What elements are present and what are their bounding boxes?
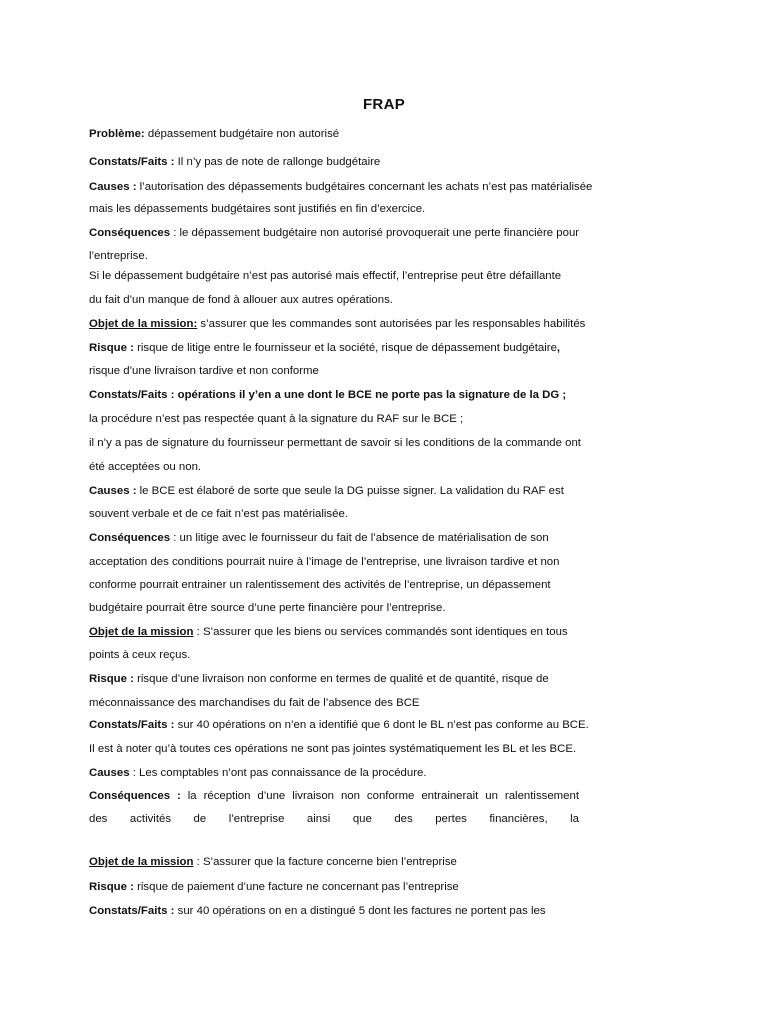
text-run: Il n’y pas de note de rallonge budgétaire <box>174 156 381 168</box>
field-label: Risque : <box>89 673 134 685</box>
text-line <box>89 601 689 615</box>
text-line <box>89 388 689 402</box>
text-run: été acceptées ou non. <box>89 461 202 473</box>
text-run: conforme pourrait entrainer un ralentissement des activités de l’entreprise, un dépassement <box>89 579 551 591</box>
text-line <box>89 555 689 569</box>
text-line <box>89 789 579 803</box>
text-line <box>89 364 689 378</box>
text-run: risque de litige entre le fournisseur et la société, risque de dépassement budgétaire <box>133 342 557 354</box>
text-run: souvent verbale et de ce fait n’est pas matérialisée. <box>89 508 348 520</box>
field-label: Conséquences <box>89 532 171 544</box>
field-label: Constats/Faits : <box>89 719 175 731</box>
section-heading: Objet de la mission: <box>89 318 198 330</box>
text-line <box>89 812 579 826</box>
field-label: Conséquences <box>89 227 171 239</box>
text-run: dépassement budgétaire non autorisé <box>144 128 340 140</box>
text-line <box>89 648 689 662</box>
text-line <box>89 507 689 521</box>
text-line <box>89 180 689 194</box>
text-run: l’entreprise. <box>89 250 148 262</box>
text-line <box>89 718 689 732</box>
text-line <box>89 317 689 331</box>
text-line <box>89 742 689 756</box>
text-run: la réception d’une livraison non conforme entrainerait un ralentissement <box>180 790 579 802</box>
text-run: s’assurer que les commandes sont autorisées par les responsables habilités <box>197 318 586 330</box>
text-line <box>89 625 689 639</box>
text-run: le BCE est élaboré de sorte que seule la DG puisse signer. La validation du RAF est <box>136 485 564 497</box>
text-run: du fait d’un manque de fond à allouer aux autres opérations. <box>89 294 393 306</box>
field-label: Constats/Faits : <box>89 905 175 917</box>
text-line <box>89 531 689 545</box>
text-run: budgétaire pourrait être source d’une perte financière pour l’entreprise. <box>89 602 446 614</box>
field-label: Risque : <box>89 881 134 893</box>
text-run: risque d’une livraison tardive et non conforme <box>89 365 319 377</box>
text-run: la procédure n’est pas respectée quant à la signature du RAF sur le BCE ; <box>89 413 464 425</box>
text-run: méconnaissance des marchandises du fait de l’absence des BCE <box>89 697 420 709</box>
field-label: Risque : <box>89 342 134 354</box>
field-label: Causes : <box>89 485 137 497</box>
text-run: risque d’une livraison non conforme en termes de qualité et de quantité, risque de <box>133 673 549 685</box>
text-line <box>89 269 689 283</box>
text-run: sur 40 opérations on n’en a identifié que 6 dont le BL n’est pas conforme au BCE. <box>174 719 589 731</box>
text-line <box>89 578 689 592</box>
text-run: mais les dépassements budgétaires sont justifiés en fin d’exercice. <box>89 203 426 215</box>
text-line <box>89 484 689 498</box>
text-run: acceptation des conditions pourrait nuire à l’image de l’entreprise, une livraison tardive et non <box>89 556 560 568</box>
section-heading: Objet de la mission <box>89 626 194 638</box>
text-line <box>89 341 689 355</box>
text-line <box>89 249 689 263</box>
text-line <box>89 412 689 426</box>
text-run: : le dépassement budgétaire non autorisé provoquerait une perte financière pour <box>170 227 580 239</box>
text-line <box>89 293 689 307</box>
text-run: Il est à noter qu’à toutes ces opérations ne sont pas jointes systématiquement les BL et les BCE. <box>89 743 577 755</box>
field-label: Conséquences : <box>89 790 181 802</box>
text-run: il n’y a pas de signature du fournisseur permettant de savoir si les conditions de la commande ont <box>89 437 581 449</box>
field-label: Constats/Faits : <box>89 156 175 168</box>
text-line <box>89 696 689 710</box>
text-line <box>89 155 689 169</box>
text-run: risque de paiement d’une facture ne concernant pas l’entreprise <box>133 881 459 893</box>
section-heading: Objet de la mission <box>89 856 194 868</box>
field-label: , <box>556 342 561 354</box>
field-label: Causes : <box>89 181 137 193</box>
text-run: : S’assurer que les biens ou services commandés sont identiques en tous <box>193 626 568 638</box>
text-run: points à ceux reçus. <box>89 649 191 661</box>
text-run: : un litige avec le fournisseur du fait de l’absence de matérialisation de son <box>170 532 549 544</box>
text-line <box>89 880 689 894</box>
text-run: des activités de l’entreprise ainsi que des pertes financières, la <box>89 813 579 825</box>
text-run: : Les comptables n’ont pas connaissance de la procédure. <box>129 767 427 779</box>
text-run: Si le dépassement budgétaire n’est pas autorisé mais effectif, l’entreprise peut être défaillante <box>89 270 562 282</box>
field-label: Causes <box>89 767 130 779</box>
text-line <box>89 436 689 450</box>
text-line <box>89 855 689 869</box>
document-title: FRAP <box>362 96 406 113</box>
text-line <box>89 202 689 216</box>
text-line <box>89 127 689 141</box>
text-line <box>89 672 689 686</box>
text-run: : S’assurer que la facture concerne bien l’entreprise <box>193 856 457 868</box>
text-line <box>89 904 689 918</box>
text-line <box>89 226 689 240</box>
text-line <box>89 766 689 780</box>
text-run: sur 40 opérations on en a distingué 5 dont les factures ne portent pas les <box>174 905 546 917</box>
field-label: Problème: <box>89 128 145 140</box>
text-line <box>89 460 689 474</box>
field-label: Constats/Faits : opérations il y’en a une dont le BCE ne porte pas la signature de la DG ; <box>89 389 567 401</box>
text-run: l’autorisation des dépassements budgétaires concernant les achats n’est pas matérialisée <box>136 181 593 193</box>
